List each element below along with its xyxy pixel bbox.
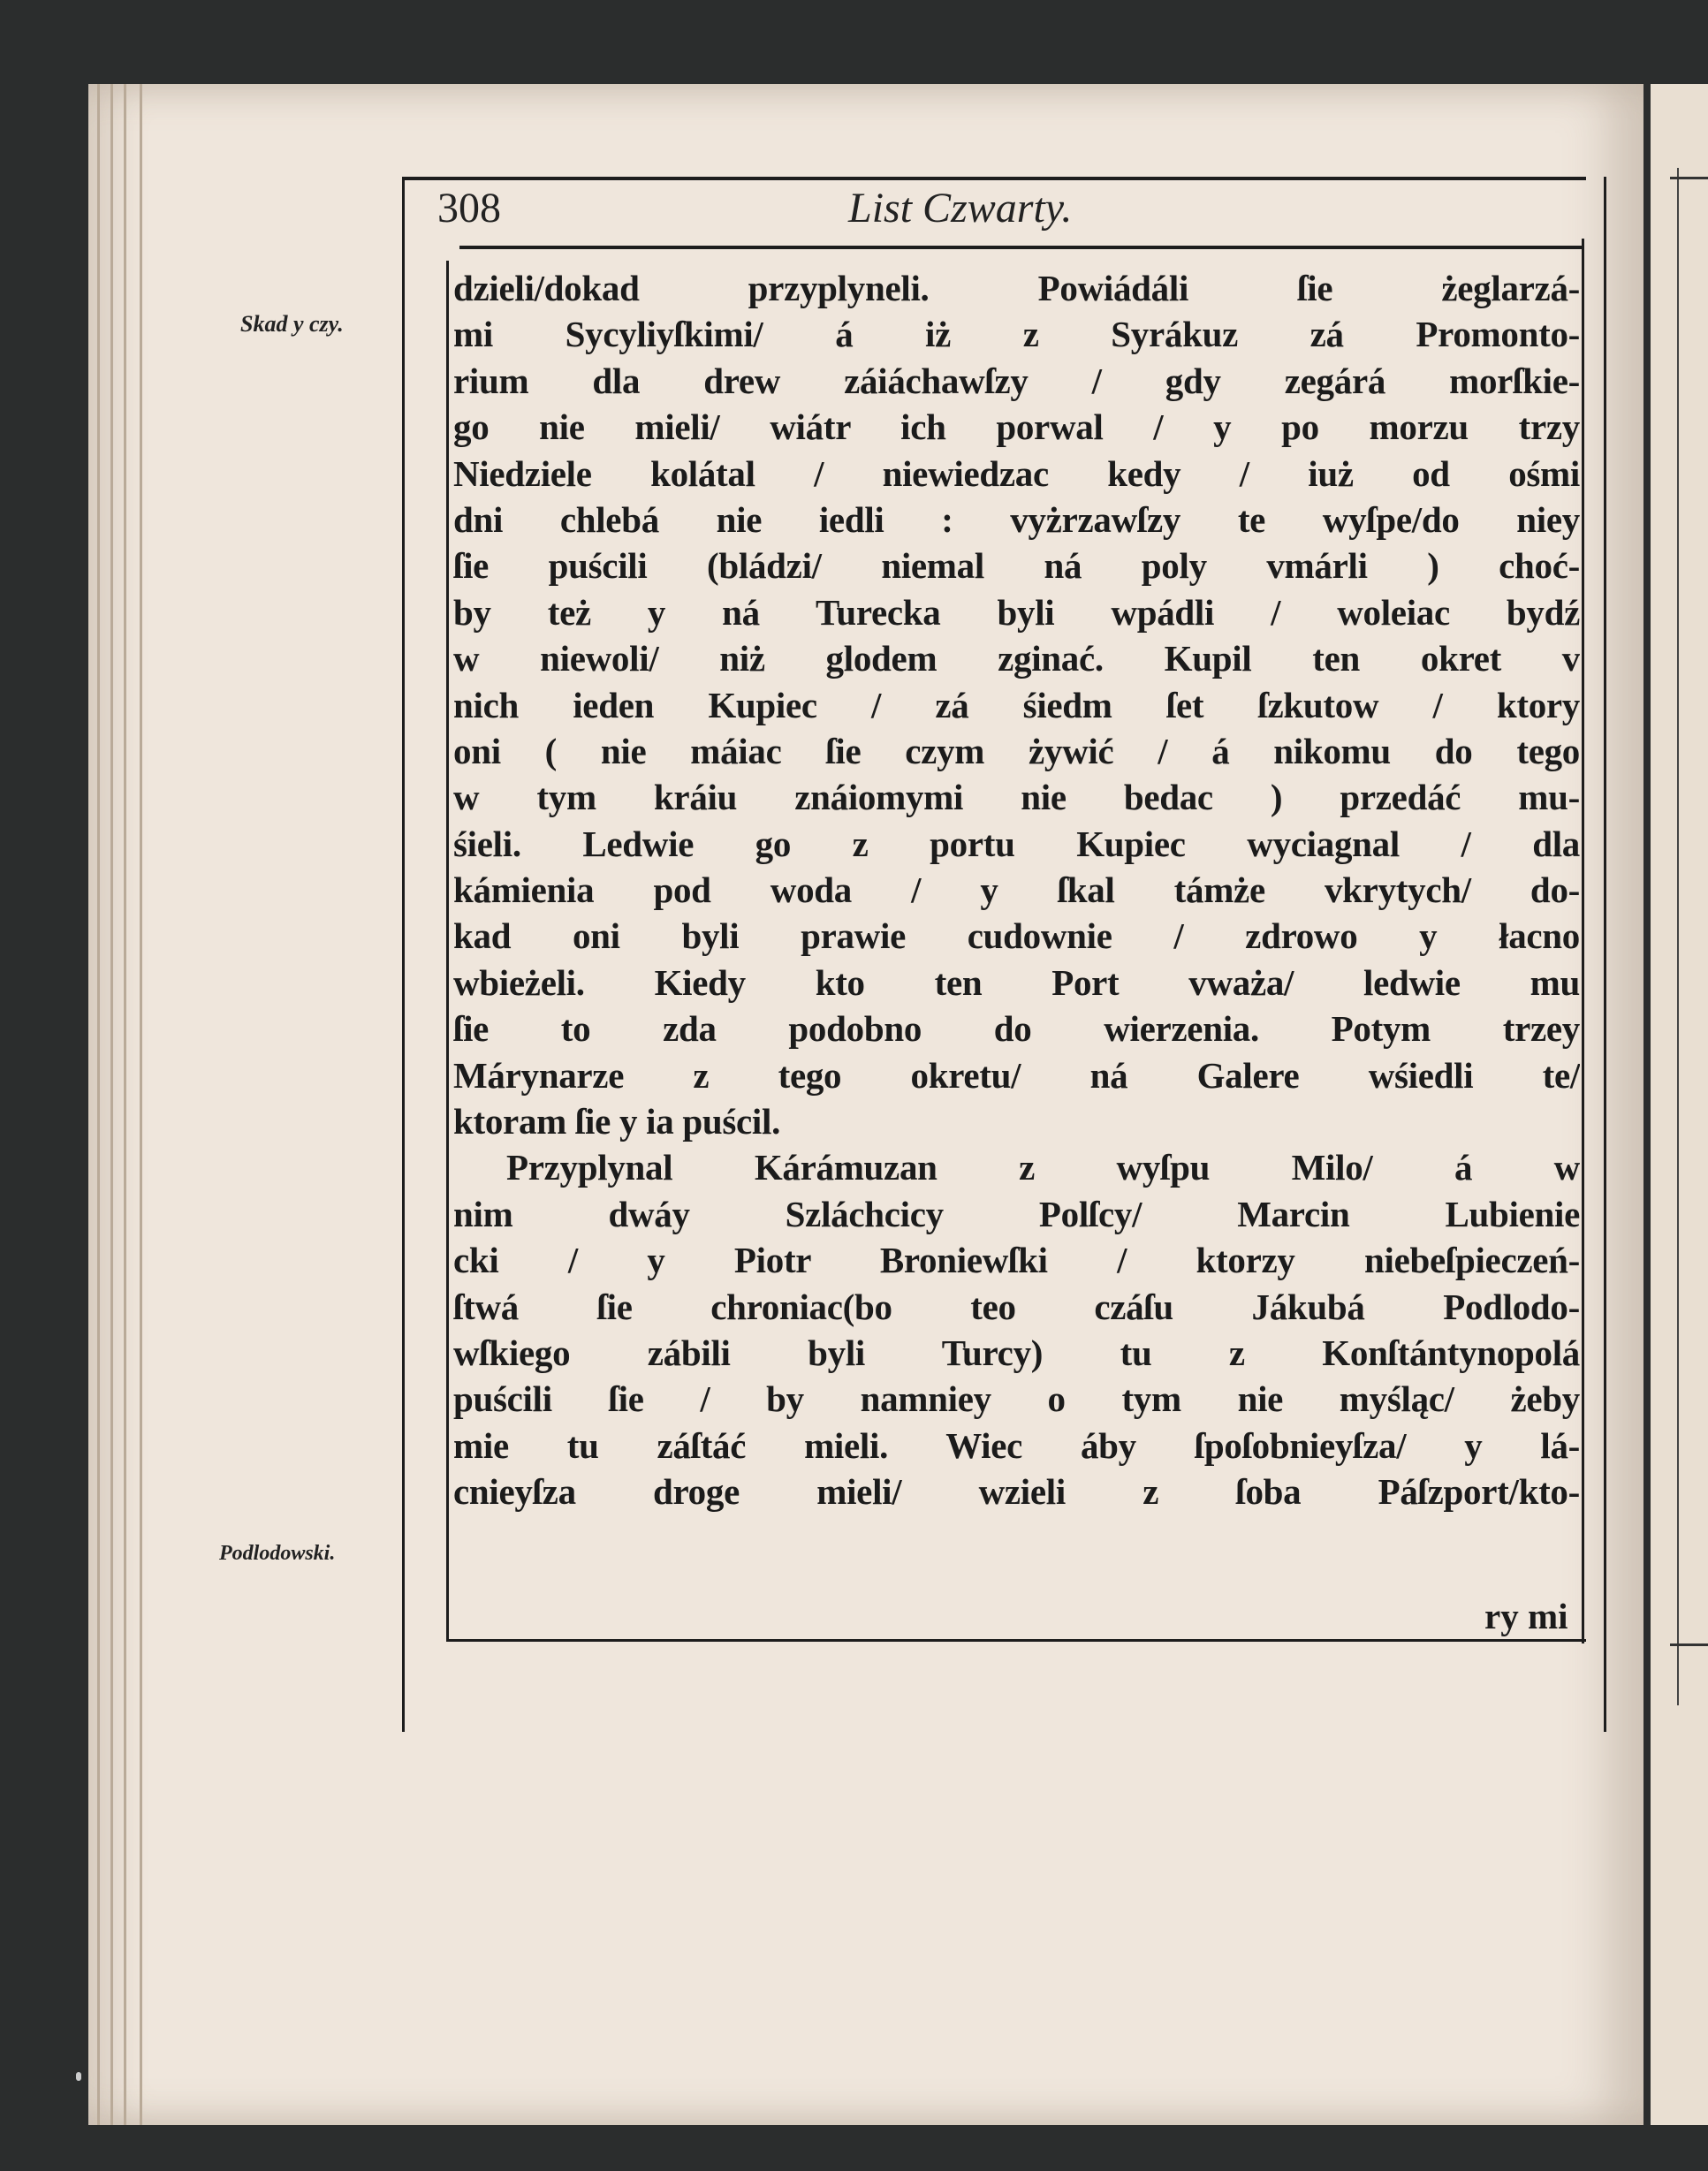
page-edge bbox=[110, 84, 113, 2125]
margin-note: Podlodowski. bbox=[219, 1542, 336, 1565]
text-line: kámienia pod woda / y ſkal támże vkrytych/ do- bbox=[453, 869, 1580, 911]
frame-right bbox=[1582, 239, 1584, 1643]
text-line: cnieyſza droge mieli/ wzieli z ſoba Páſzport/kto- bbox=[453, 1471, 1580, 1513]
frame-left-inner bbox=[446, 261, 449, 1639]
facing-page-frame bbox=[1677, 168, 1679, 1705]
page-edge bbox=[97, 84, 100, 2125]
margin-note: Skad y czy. bbox=[240, 311, 344, 337]
scan-mark bbox=[76, 2072, 81, 2081]
text-line: wbieżeli. Kiedy kto ten Port vważa/ ledwie mu bbox=[453, 961, 1580, 1003]
header-rule bbox=[402, 177, 1586, 180]
text-line: go nie mieli/ wiátr ich porwal / y po morzu trzy bbox=[453, 406, 1580, 448]
text-line: by też y ná Turecka byli wpádli / woleiac bydź bbox=[453, 591, 1580, 633]
text-line: ſtwá ſie chroniac(bo teo czáſu Jákubá Podlodo- bbox=[453, 1286, 1580, 1327]
text-line: dzieli/dokad przyplyneli. Powiádáli ſie żeglarzá- bbox=[453, 268, 1580, 308]
text-line: puścili ſie / by namniey o tym nie myśląc/ żeby bbox=[453, 1378, 1580, 1420]
frame-right-outer bbox=[1604, 177, 1606, 1732]
text-line: oni ( nie máiac ſie czym żywić / á nikomu do tego bbox=[453, 730, 1580, 771]
facing-page-rule bbox=[1670, 1643, 1708, 1646]
text-line: kad oni byli prawie cudownie / zdrowo y łacno bbox=[453, 915, 1580, 957]
text-line: nich ieden Kupiec / zá śiedm ſet ſzkutow / ktory bbox=[453, 684, 1580, 725]
text-line: rium dla drew záiáchawſzy / gdy zegárá morſkie- bbox=[453, 360, 1580, 401]
text-line: Przyplynal Kárámuzan z wyſpu Milo/ á w bbox=[506, 1147, 1580, 1188]
text-line: wſkiego zábili byli Turcy) tu z Konſtántynopolá bbox=[453, 1332, 1580, 1373]
page-edge bbox=[124, 84, 126, 2125]
text-line: ktoram ſie y ia puścil. bbox=[453, 1101, 781, 1142]
text-line: ſie to zda podobno do wierzenia. Potym trzey bbox=[453, 1008, 1580, 1050]
page-edge bbox=[140, 84, 142, 2125]
text-line: śieli. Ledwie go z portu Kupiec wyciagnal / dla bbox=[453, 823, 1580, 864]
bottom-rule bbox=[446, 1639, 1586, 1642]
text-line: w tym kráiu znáiomymi nie bedac ) przedáć mu- bbox=[453, 777, 1580, 818]
title-rule bbox=[459, 246, 1582, 249]
text-line: mie tu záſtáć mieli. Wiec áby ſpoſobnieyſza/ y lá- bbox=[453, 1424, 1580, 1466]
text-line: ſie puścili (bládzi/ niemal ná poly vmárli ) choć- bbox=[453, 545, 1580, 587]
text-line: nim dwáy Szláchcicy Polſcy/ Marcin Lubienie bbox=[453, 1193, 1580, 1234]
page-number: 308 bbox=[437, 185, 501, 232]
facing-page bbox=[1651, 84, 1708, 2125]
text-line: dni chlebá nie iedli : vyżrzawſzy te wyſpe/do niey bbox=[453, 498, 1580, 540]
frame-left-outer bbox=[402, 177, 405, 1732]
catchword: ry mi bbox=[1484, 1596, 1568, 1636]
running-title: List Czwarty. bbox=[848, 185, 1073, 232]
text-line: mi Sycyliyſkimi/ á iż z Syrákuz zá Promonto- bbox=[453, 314, 1580, 355]
facing-page-rule bbox=[1670, 177, 1708, 179]
text-line: Niedziele kolátal / niewiedzac kedy / iuż od ośmi bbox=[453, 452, 1580, 494]
text-line: w niewoli/ niż glodem zginać. Kupil ten okret v bbox=[453, 638, 1580, 679]
body-text bbox=[453, 265, 1580, 1515]
text-line: Márynarze z tego okretu/ ná Galere wśiedli te/ bbox=[453, 1054, 1580, 1096]
text-line: cki / y Piotr Broniewſki / ktorzy niebeſpieczeń- bbox=[453, 1240, 1580, 1281]
